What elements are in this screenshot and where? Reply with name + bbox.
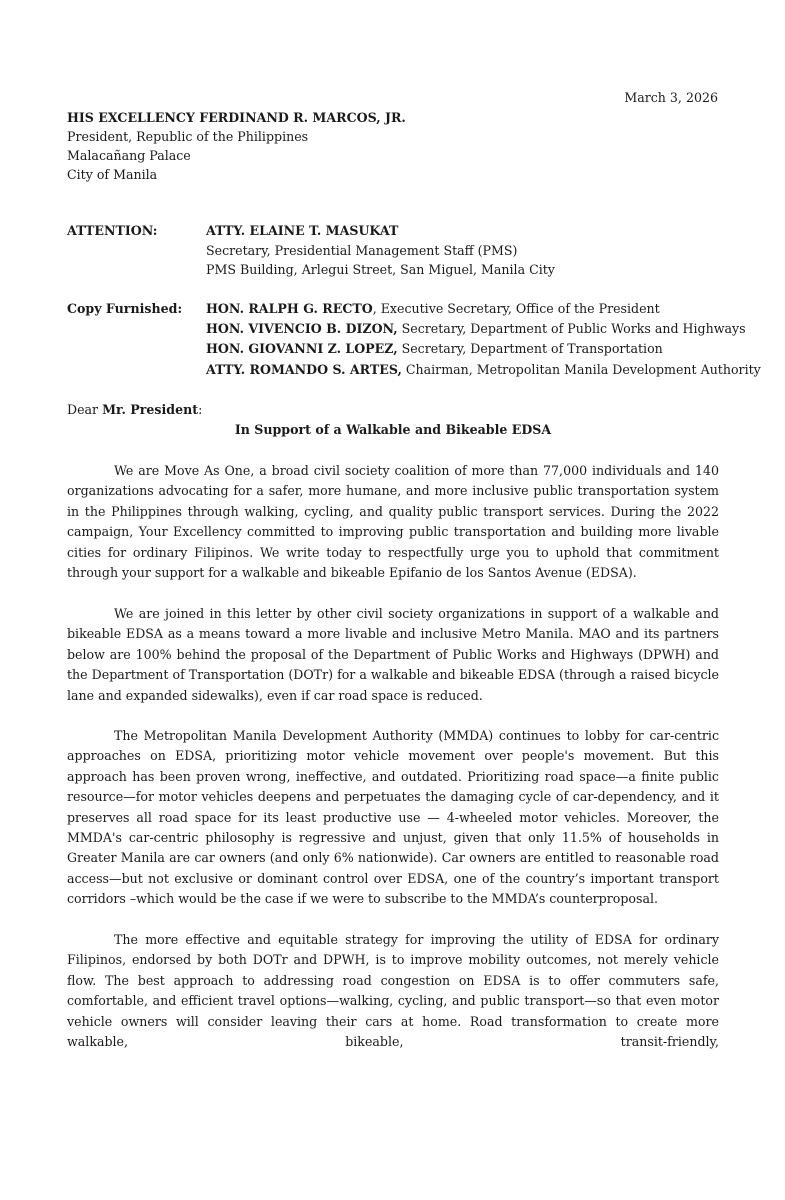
addressee-place: Malacañang Palace	[67, 148, 191, 163]
body-paragraph: We are joined in this letter by other civil society organizations in support of a walkable and bikeable EDSA as a means toward a more livable and inclusive Metro Manila. MAO and its partners below are 100% behind the proposal of the Department of Public Works and Highways (DPWH) and the Department of Transportation (DOTr) for a walkable and bikeable EDSA (through a raised bicycle lane and expanded sidewalks), even if car road space is reduced.	[67, 606, 719, 703]
copy-recipient	[206, 360, 761, 380]
attention-name: ATTY. ELAINE T. MASUKAT	[206, 223, 399, 238]
salutation-suffix: :	[198, 402, 203, 417]
attention-position: Secretary, Presidential Management Staff (PMS)	[206, 242, 518, 258]
copy-recipient-name: HON. VIVENCIO B. DIZON,	[206, 321, 398, 337]
body-paragraph: The Metropolitan Manila Development Authority (MMDA) continues to lobby for car-centric approaches on EDSA, prioritizing motor vehicle movement over people's movement. But this approach has been proven wrong, ineffective, and outdated. Prioritizing road space—a finite public resource—for motor vehicles deepens and perpetuates the damaging cycle of car-dependency, and it preserves all road space for its least productive use — 4-wheeled motor vehicles. Moreover, the MMDA's car-centric philosophy is regressive and unjust, given that only 11.5% of households in Greater Manila are car owners (and only 6% nationwide). Car owners are entitled to reasonable road access—but not exclusive or dominant control over EDSA, one of the country’s important transport corridors –which would be the case if we were to subscribe to the MMDA’s counterproposal.	[67, 728, 719, 907]
copy-recipient	[206, 339, 736, 359]
addressee-block	[67, 108, 719, 184]
addressee-name: HIS EXCELLENCY FERDINAND R. MARCOS, JR.	[67, 110, 406, 125]
body-paragraph: We are Move As One, a broad civil society coalition of more than 77,000 individuals and 140 organizations advocating for a safer, more humane, and more inclusive public transportation system in the Philippines through walking, cycling, and quality public transport services. During the 2022 campaign, Your Excellency committed to improving public transportation and building more livable cities for ordinary Filipinos. We write today to respectfully urge you to uphold that commitment through your support for a walkable and bikeable Epifanio de los Santos Avenue (EDSA).	[67, 463, 719, 581]
letter-subject: In Support of a Walkable and Bikeable EDSA	[234, 422, 552, 437]
salutation	[67, 400, 202, 420]
addressee-city: City of Manila	[67, 167, 158, 182]
copy-furnished-label: Copy Furnished:	[67, 301, 183, 316]
letter-date: March 3, 2026	[624, 90, 718, 105]
copy-recipient	[206, 299, 736, 319]
attention-address: PMS Building, Arlegui Street, San Miguel, Manila City	[206, 262, 555, 277]
salutation-prefix: Dear	[67, 402, 103, 417]
copy-recipient-name: HON. GIOVANNI Z. LOPEZ,	[206, 341, 398, 357]
copy-recipient-role: Secretary, Department of Public Works and Highways	[397, 321, 746, 337]
copy-recipient-role: Secretary, Department of Transportation	[397, 341, 663, 357]
body-paragraph: The more effective and equitable strategy for improving the utility of EDSA for ordinary Filipinos, endorsed by both DOTr and DPWH, is to improve mobility outcomes, not merely vehicle flow. The best approach to addressing road congestion on EDSA is to offer commuters safe, comfortable, and efficient travel options—walking, cycling, and public transport—so that even motor vehicle owners will consider leaving their cars at home. Road transformation to create more walkable, bikeable, transit-friendly,	[67, 932, 719, 1050]
salutation-name: Mr. President	[102, 402, 199, 417]
copy-recipient-name: ATTY. ROMANDO S. ARTES,	[206, 361, 402, 377]
addressee-title: President, Republic of the Philippines	[67, 129, 309, 144]
copy-recipient-name: HON. RALPH G. RECTO	[206, 301, 373, 316]
attention-label: ATTENTION:	[67, 223, 158, 238]
copy-recipient-role: Chairman, Metropolitan Manila Development Authority	[401, 361, 761, 377]
copy-recipient-role: , Executive Secretary, Office of the President	[372, 301, 660, 316]
copy-recipient	[206, 319, 746, 339]
